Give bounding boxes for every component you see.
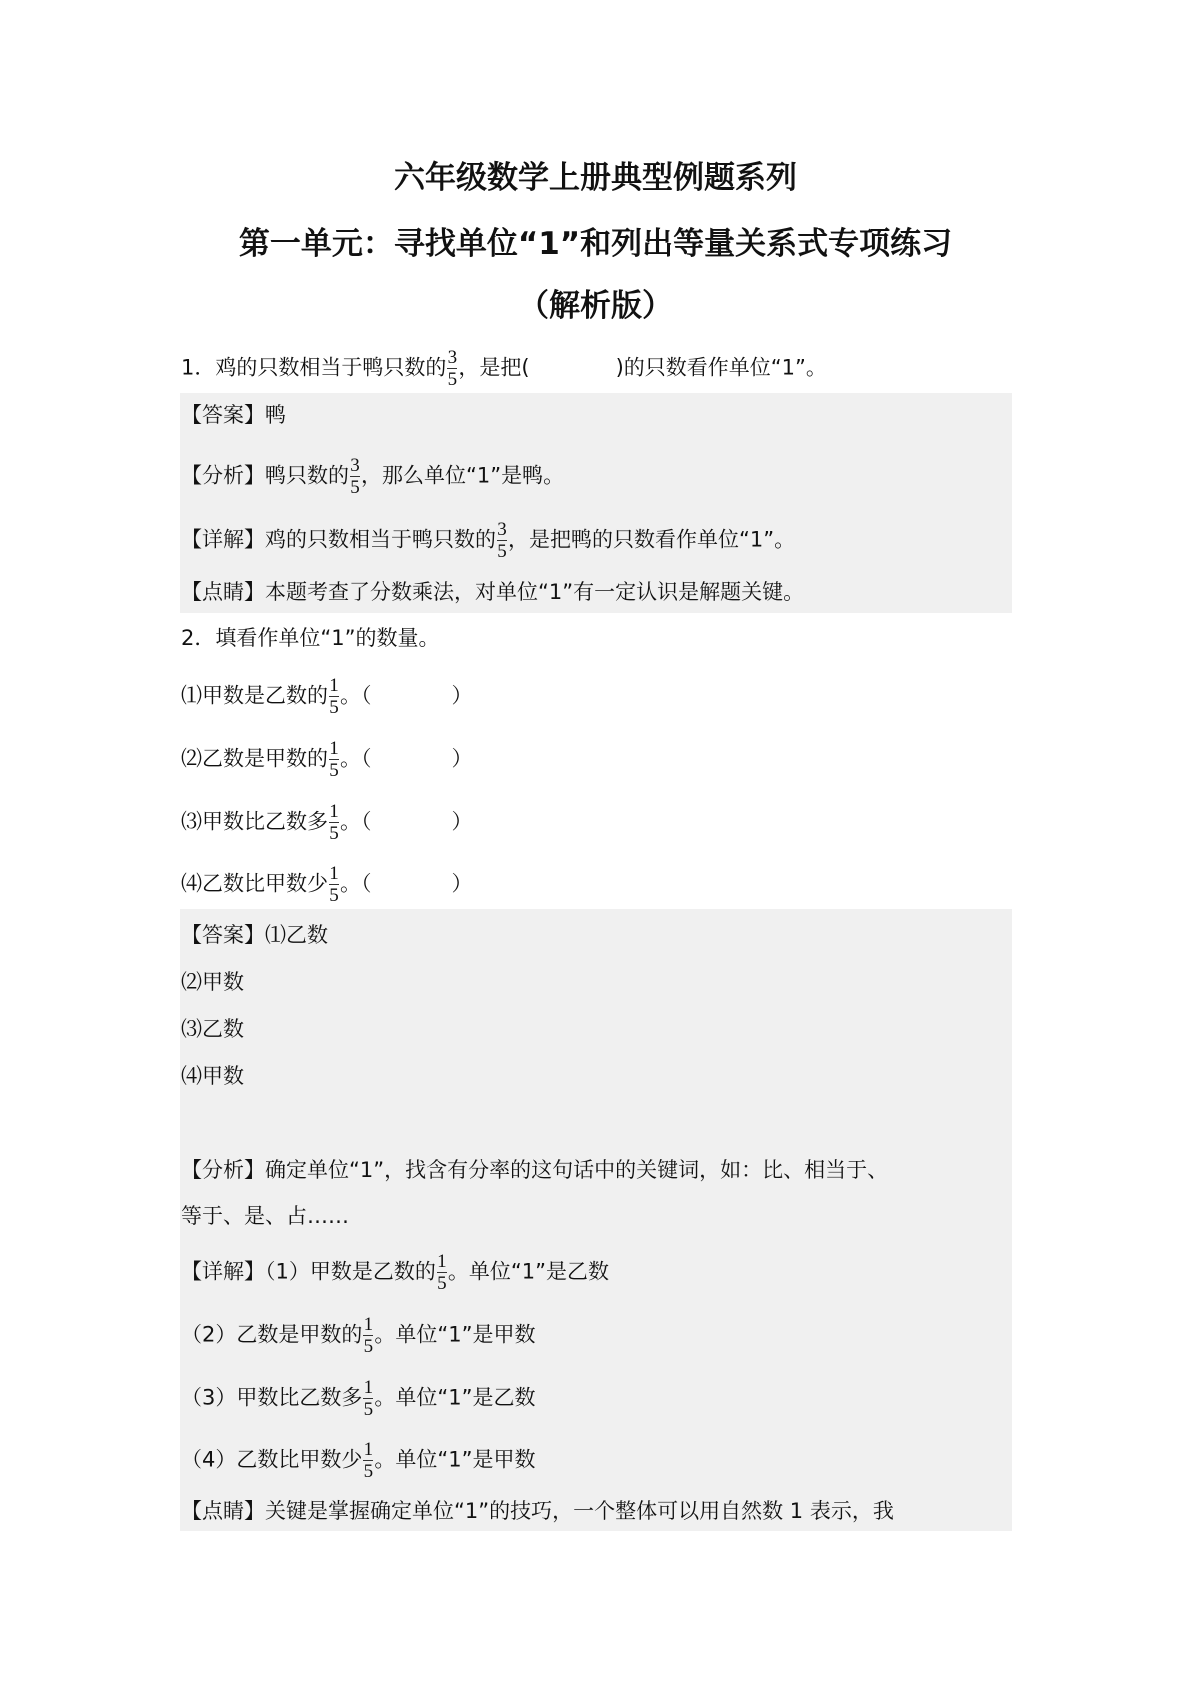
question-number: 1． bbox=[181, 355, 216, 380]
question-text: )的只数看作单位“1”。 bbox=[615, 355, 827, 380]
detail-text: 鸡的只数相当于鸭只数的 bbox=[265, 527, 496, 552]
sub-question-label: ⑵ bbox=[181, 746, 202, 771]
fraction: $\frac{3}{5}$ bbox=[350, 455, 360, 498]
analysis-text: 确定单位“1”，找含有分率的这句话中的关键词，如：比、相当于、 bbox=[265, 1158, 889, 1182]
sub-question-text: ） bbox=[451, 683, 473, 708]
answer-text: ⑴乙数 bbox=[265, 923, 328, 947]
detail-text: （2）乙数是甲数的 bbox=[181, 1322, 363, 1347]
detail-line bbox=[181, 1440, 536, 1481]
detail-text: （1）甲数是乙数的 bbox=[265, 1259, 436, 1284]
answer-text: 鸭 bbox=[265, 403, 286, 427]
tip-label: 【点睛】 bbox=[181, 1499, 265, 1523]
detail-label: 【详解】 bbox=[181, 527, 265, 552]
document-edition-label: （解析版） bbox=[518, 288, 673, 324]
sub-question-text: ） bbox=[451, 871, 473, 896]
answer-line bbox=[181, 967, 244, 997]
answer-line bbox=[181, 920, 328, 950]
fraction: $\frac{1}{5}$ bbox=[437, 1251, 447, 1294]
analysis-line bbox=[181, 1155, 888, 1185]
question-1 bbox=[181, 348, 827, 389]
sub-question-text: 乙数比甲数少 bbox=[202, 871, 328, 896]
analysis-text: ，那么单位“1”是鸭。 bbox=[361, 463, 565, 488]
tip-text: 本题考查了分数乘法，对单位“1”有一定认识是解题关键。 bbox=[265, 580, 805, 604]
fraction: $\frac{1}{5}$ bbox=[363, 1314, 374, 1357]
sub-question-text: 。（ bbox=[340, 746, 372, 771]
sub-question-text: 。（ bbox=[340, 871, 372, 896]
question-number: 2． bbox=[181, 626, 216, 650]
detail-text: 。单位“1”是甲数 bbox=[374, 1447, 536, 1472]
detail-text: ，是把鸭的只数看作单位“1”。 bbox=[508, 527, 796, 552]
tip-label: 【点睛】 bbox=[181, 580, 265, 604]
fraction: $\frac{3}{5}$ bbox=[447, 347, 458, 390]
sub-question-text: ） bbox=[451, 809, 473, 834]
fraction: $\frac{1}{5}$ bbox=[329, 863, 339, 906]
detail-label: 【详解】 bbox=[181, 1259, 265, 1284]
analysis-label: 【分析】 bbox=[181, 463, 265, 488]
question-text: 鸡的只数相当于鸭只数的 bbox=[215, 355, 447, 380]
sub-question-1 bbox=[181, 676, 473, 717]
fraction: $\frac{1}{5}$ bbox=[329, 801, 339, 844]
detail-line bbox=[181, 1252, 609, 1293]
detail-text: 。单位“1”是乙数 bbox=[447, 1259, 609, 1284]
answer-label: 【答案】 bbox=[181, 403, 265, 427]
answer-line bbox=[181, 1014, 244, 1044]
answer-label: 【答案】 bbox=[181, 923, 265, 947]
fraction: $\frac{1}{5}$ bbox=[363, 1377, 374, 1420]
sub-question-text: 甲数是乙数的 bbox=[202, 683, 328, 708]
sub-question-text: ） bbox=[451, 746, 473, 771]
sub-question-4 bbox=[181, 864, 473, 905]
answer-text: ⑷甲数 bbox=[181, 1064, 244, 1088]
analysis-text: 鸭只数的 bbox=[265, 463, 349, 488]
question-text: ，是把( bbox=[458, 355, 530, 380]
question-text: 填看作单位“1”的数量。 bbox=[215, 626, 440, 650]
detail-line bbox=[181, 1315, 536, 1356]
answer-text: ⑵甲数 bbox=[181, 970, 244, 994]
fraction: $\frac{1}{5}$ bbox=[329, 675, 339, 718]
sub-question-label: ⑷ bbox=[181, 871, 202, 896]
detail-text: 。单位“1”是甲数 bbox=[374, 1322, 536, 1347]
detail-line bbox=[181, 1378, 536, 1419]
sub-question-3 bbox=[181, 802, 473, 843]
answer-line bbox=[181, 400, 286, 430]
tip-text: 关键是掌握确定单位“1”的技巧，一个整体可以用自然数 1 表示，我 bbox=[265, 1499, 894, 1523]
tip-line bbox=[181, 577, 804, 607]
detail-text: （4）乙数比甲数少 bbox=[181, 1447, 363, 1472]
fraction: $\frac{3}{5}$ bbox=[497, 519, 507, 562]
sub-question-text: 乙数是甲数的 bbox=[202, 746, 328, 771]
fraction: $\frac{1}{5}$ bbox=[363, 1439, 374, 1482]
sub-question-text: 甲数比乙数多 bbox=[202, 809, 328, 834]
answer-text: ⑶乙数 bbox=[181, 1017, 244, 1041]
document-title: 六年级数学上册典型例题系列 bbox=[394, 160, 797, 196]
question-2 bbox=[181, 623, 440, 653]
answer-line bbox=[181, 1061, 244, 1091]
sub-question-text: 。（ bbox=[340, 683, 372, 708]
detail-text: 。单位“1”是乙数 bbox=[374, 1385, 536, 1410]
analysis-text: 等于、是、占…… bbox=[181, 1204, 349, 1228]
detail-line bbox=[181, 520, 795, 561]
analysis-label: 【分析】 bbox=[181, 1158, 265, 1182]
analysis-line bbox=[181, 1201, 349, 1231]
sub-question-text: 。（ bbox=[340, 809, 372, 834]
sub-question-label: ⑶ bbox=[181, 809, 202, 834]
fraction: $\frac{1}{5}$ bbox=[329, 738, 339, 781]
detail-text: （3）甲数比乙数多 bbox=[181, 1385, 363, 1410]
sub-question-label: ⑴ bbox=[181, 683, 202, 708]
sub-question-2 bbox=[181, 739, 473, 780]
tip-line bbox=[181, 1496, 894, 1526]
document-subtitle: 第一单元：寻找单位“1”和列出等量关系式专项练习 bbox=[238, 226, 953, 262]
analysis-line bbox=[181, 456, 564, 497]
